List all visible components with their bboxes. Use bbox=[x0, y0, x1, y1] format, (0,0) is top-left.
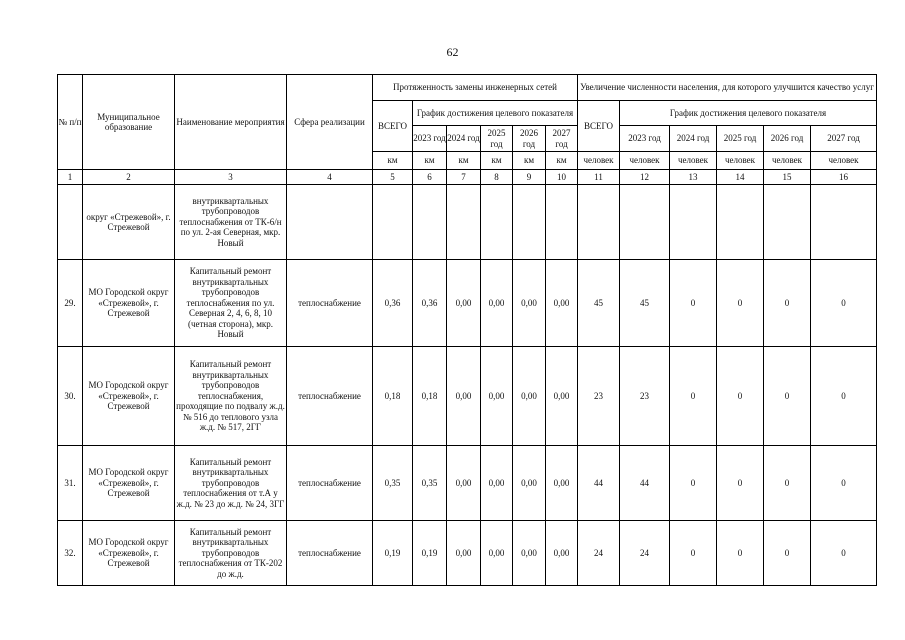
cell-value: 45 bbox=[620, 260, 670, 347]
cell-value: 0,19 bbox=[413, 521, 447, 586]
cell-value: 0,00 bbox=[546, 521, 578, 586]
column-number: 2 bbox=[83, 170, 175, 185]
cell-value bbox=[620, 185, 670, 260]
cell-value: 0,00 bbox=[546, 446, 578, 521]
cell-value: 0 bbox=[764, 260, 811, 347]
unit-km: км bbox=[546, 152, 578, 170]
header-schedule-population: График достижения целевого показателя bbox=[620, 101, 877, 126]
cell-value: 0,00 bbox=[513, 446, 546, 521]
header-population-year-2025: 2025 год bbox=[717, 126, 764, 152]
cell-value: 0 bbox=[811, 347, 877, 446]
header-sphere: Сфера реализации bbox=[287, 75, 373, 170]
column-number: 16 bbox=[811, 170, 877, 185]
header-population-group: Увеличение численности населения, для которого улучшится качество услуг bbox=[578, 75, 877, 101]
cell-value: 44 bbox=[620, 446, 670, 521]
table-row bbox=[58, 446, 877, 521]
cell-value: 23 bbox=[620, 347, 670, 446]
unit-km: км bbox=[413, 152, 447, 170]
header-measure: Наименование мероприятия bbox=[175, 75, 287, 170]
unit-km: км bbox=[373, 152, 413, 170]
cell-num: 31. bbox=[58, 446, 83, 521]
cell-measure: Капитальный ремонт внутриквартальных трубопроводов теплоснабжения по ул. Северная 2, 4, 6, 8, 10 (четная сторона), мкр. Новый bbox=[175, 260, 287, 347]
column-number: 7 bbox=[447, 170, 481, 185]
cell-num bbox=[58, 185, 83, 260]
unit-km: км bbox=[513, 152, 546, 170]
cell-municipality: округ «Стрежевой», г. Стрежевой bbox=[83, 185, 175, 260]
header-population-year-2027: 2027 год bbox=[811, 126, 877, 152]
header-municipality: Муниципальное образование bbox=[83, 75, 175, 170]
cell-value: 45 bbox=[578, 260, 620, 347]
cell-municipality: МО Городской округ «Стрежевой», г. Стрежевой bbox=[83, 446, 175, 521]
cell-value: 0,00 bbox=[447, 521, 481, 586]
column-number: 6 bbox=[413, 170, 447, 185]
cell-value: 0,19 bbox=[373, 521, 413, 586]
cell-value bbox=[764, 185, 811, 260]
cell-value: 0,00 bbox=[546, 347, 578, 446]
cell-value: 0,00 bbox=[447, 347, 481, 446]
unit-people: человек bbox=[717, 152, 764, 170]
cell-measure: Капитальный ремонт внутриквартальных трубопроводов теплоснабжения от т.А у ж.д. № 23 до ж.д. № 24, 3ГГ bbox=[175, 446, 287, 521]
unit-people: человек bbox=[764, 152, 811, 170]
column-number: 14 bbox=[717, 170, 764, 185]
header-population-year-2026: 2026 год bbox=[764, 126, 811, 152]
cell-value: 0,00 bbox=[481, 260, 513, 347]
cell-value: 0,36 bbox=[413, 260, 447, 347]
cell-measure: внутриквартальных трубопроводов теплоснабжения от ТК-6/н по ул. 2-ая Северная, мкр. Новый bbox=[175, 185, 287, 260]
cell-value: 0,18 bbox=[413, 347, 447, 446]
cell-value bbox=[546, 185, 578, 260]
cell-value bbox=[717, 185, 764, 260]
cell-value: 0,36 bbox=[373, 260, 413, 347]
cell-value: 0 bbox=[717, 347, 764, 446]
header-population-year-2024: 2024 год bbox=[670, 126, 717, 152]
cell-sphere bbox=[287, 185, 373, 260]
header-num: № п/п bbox=[58, 75, 83, 170]
column-number: 10 bbox=[546, 170, 578, 185]
cell-value: 0,00 bbox=[513, 521, 546, 586]
cell-num: 30. bbox=[58, 347, 83, 446]
header-length-year-2024: 2024 год bbox=[447, 126, 481, 152]
page-number: 62 bbox=[446, 45, 459, 59]
column-number: 3 bbox=[175, 170, 287, 185]
cell-value: 0 bbox=[764, 347, 811, 446]
column-number: 11 bbox=[578, 170, 620, 185]
cell-value: 0,00 bbox=[513, 347, 546, 446]
cell-measure: Капитальный ремонт внутриквартальных трубопроводов теплоснабжения, проходящие по подвалу ж.д. № 516 до теплового узла ж.д. № 517, 2ГГ bbox=[175, 347, 287, 446]
column-number: 5 bbox=[373, 170, 413, 185]
header-length-year-2026: 2026 год bbox=[513, 126, 546, 152]
column-number: 9 bbox=[513, 170, 546, 185]
cell-value: 44 bbox=[578, 446, 620, 521]
cell-value bbox=[447, 185, 481, 260]
cell-num: 32. bbox=[58, 521, 83, 586]
column-number: 8 bbox=[481, 170, 513, 185]
table-row bbox=[58, 185, 877, 260]
cell-value: 0,00 bbox=[447, 260, 481, 347]
cell-value bbox=[373, 185, 413, 260]
cell-value bbox=[670, 185, 717, 260]
cell-num: 29. bbox=[58, 260, 83, 347]
header-length-group: Протяженность замены инженерных сетей bbox=[373, 75, 578, 101]
cell-value: 0,00 bbox=[513, 260, 546, 347]
cell-sphere: теплоснабжение bbox=[287, 446, 373, 521]
unit-people: человек bbox=[811, 152, 877, 170]
column-number: 1 bbox=[58, 170, 83, 185]
header-schedule-length: График достижения целевого показателя bbox=[413, 101, 578, 126]
cell-value: 0 bbox=[670, 347, 717, 446]
cell-value: 0,00 bbox=[481, 521, 513, 586]
cell-value: 0 bbox=[670, 260, 717, 347]
unit-km: км bbox=[481, 152, 513, 170]
header-length-year-2027: 2027 год bbox=[546, 126, 578, 152]
cell-municipality: МО Городской округ «Стрежевой», г. Стрежевой bbox=[83, 260, 175, 347]
header-length-year-2023: 2023 год bbox=[413, 126, 447, 152]
data-table bbox=[57, 74, 877, 586]
cell-value: 0 bbox=[764, 446, 811, 521]
cell-sphere: теплоснабжение bbox=[287, 260, 373, 347]
cell-sphere: теплоснабжение bbox=[287, 521, 373, 586]
header-population-total: ВСЕГО bbox=[578, 101, 620, 152]
header-length-year-2025: 2025 год bbox=[481, 126, 513, 152]
cell-value: 0,00 bbox=[447, 446, 481, 521]
cell-value: 0 bbox=[717, 446, 764, 521]
unit-people: человек bbox=[578, 152, 620, 170]
cell-value bbox=[513, 185, 546, 260]
cell-value: 0,00 bbox=[481, 347, 513, 446]
cell-value: 0,18 bbox=[373, 347, 413, 446]
column-number: 15 bbox=[764, 170, 811, 185]
cell-value: 0 bbox=[717, 521, 764, 586]
cell-value: 0 bbox=[670, 521, 717, 586]
cell-value: 0,00 bbox=[481, 446, 513, 521]
column-number: 13 bbox=[670, 170, 717, 185]
cell-value bbox=[481, 185, 513, 260]
unit-people: человек bbox=[670, 152, 717, 170]
cell-value: 0 bbox=[670, 446, 717, 521]
column-number: 4 bbox=[287, 170, 373, 185]
header-length-total: ВСЕГО bbox=[373, 101, 413, 152]
cell-value: 0 bbox=[811, 446, 877, 521]
cell-value: 23 bbox=[578, 347, 620, 446]
table-row bbox=[58, 347, 877, 446]
cell-value bbox=[811, 185, 877, 260]
cell-value: 24 bbox=[620, 521, 670, 586]
cell-sphere: теплоснабжение bbox=[287, 347, 373, 446]
column-number: 12 bbox=[620, 170, 670, 185]
cell-municipality: МО Городской округ «Стрежевой», г. Стрежевой bbox=[83, 521, 175, 586]
cell-value: 24 bbox=[578, 521, 620, 586]
table-row bbox=[58, 260, 877, 347]
cell-value: 0,35 bbox=[373, 446, 413, 521]
cell-municipality: МО Городской округ «Стрежевой», г. Стрежевой bbox=[83, 347, 175, 446]
cell-value: 0 bbox=[811, 260, 877, 347]
cell-value: 0,35 bbox=[413, 446, 447, 521]
table-row bbox=[58, 521, 877, 586]
cell-value bbox=[413, 185, 447, 260]
cell-value bbox=[578, 185, 620, 260]
cell-value: 0 bbox=[764, 521, 811, 586]
unit-people: человек bbox=[620, 152, 670, 170]
cell-value: 0 bbox=[811, 521, 877, 586]
cell-measure: Капитальный ремонт внутриквартальных трубопроводов теплоснабжения от ТК-202 до ж.д. bbox=[175, 521, 287, 586]
cell-value: 0 bbox=[717, 260, 764, 347]
cell-value: 0,00 bbox=[546, 260, 578, 347]
header-population-year-2023: 2023 год bbox=[620, 126, 670, 152]
unit-km: км bbox=[447, 152, 481, 170]
